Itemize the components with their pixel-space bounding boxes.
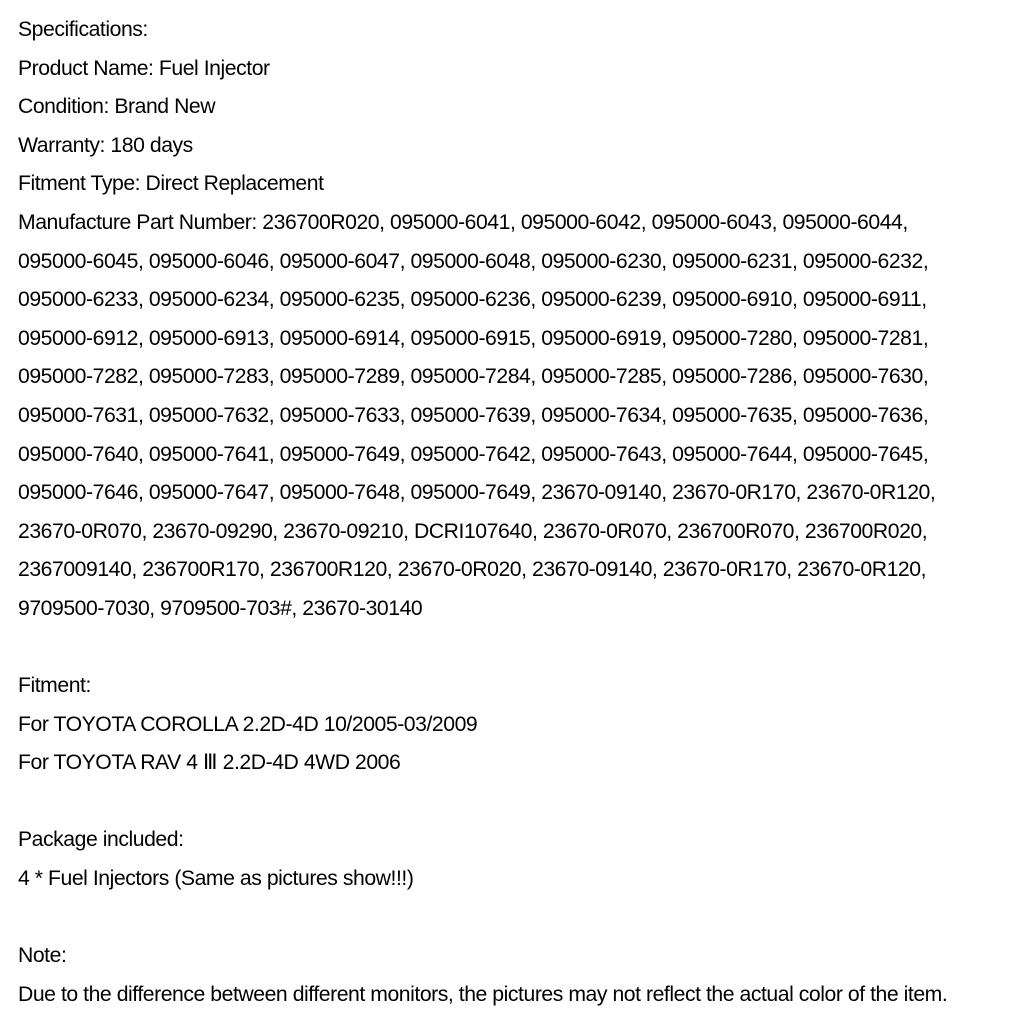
section-spacer bbox=[18, 899, 1018, 938]
part-numbers bbox=[18, 204, 1018, 629]
note-heading: Note: bbox=[18, 944, 67, 968]
fitment-item-rav4: For TOYOTA RAV 4 Ⅲ 2.2D-4D 4WD 2006 bbox=[18, 751, 401, 775]
part-numbers-line: 095000-7282, 095000-7283, 095000-7289, 095000-7284, 095000-7285, 095000-7286, 095000-7630, bbox=[18, 365, 929, 389]
fitment-heading: Fitment: bbox=[18, 674, 91, 698]
specifications-heading: Specifications: bbox=[18, 18, 148, 41]
part-numbers-line: 9709500-7030, 9709500-703#, 23670-30140 bbox=[18, 596, 423, 620]
note-content: Due to the difference between different monitors, the pictures may not reflect the actual color of the item. bbox=[18, 982, 948, 1006]
part-numbers-line: 095000-6045, 095000-6046, 095000-6047, 095000-6048, 095000-6230, 095000-6231, 095000-6232, bbox=[18, 249, 929, 273]
part-numbers-line: Manufacture Part Number: 236700R020, 095000-6041, 095000-6042, 095000-6043, 095000-6044, bbox=[18, 210, 908, 234]
product-name: Product Name: Fuel Injector bbox=[18, 56, 270, 80]
part-numbers-line: 095000-7631, 095000-7632, 095000-7633, 095000-7639, 095000-7634, 095000-7635, 095000-7636, bbox=[18, 403, 929, 427]
package-heading: Package included: bbox=[18, 828, 184, 852]
part-numbers-line: 095000-7646, 095000-7647, 095000-7648, 095000-7649, 23670-09140, 23670-0R170, 23670-0R120, bbox=[18, 481, 936, 505]
part-numbers-line: 2367009140, 236700R170, 236700R120, 23670-0R020, 23670-09140, 23670-0R170, 23670-0R120, bbox=[18, 558, 927, 582]
section-spacer bbox=[18, 629, 1018, 668]
part-numbers-line: 23670-0R070, 23670-09290, 23670-09210, DCRI107640, 23670-0R070, 236700R070, 236700R020, bbox=[18, 519, 928, 543]
fitment-item-corolla: For TOYOTA COROLLA 2.2D-4D 10/2005-03/2009 bbox=[18, 712, 478, 736]
product-description bbox=[18, 11, 1018, 1014]
part-numbers-line: 095000-7640, 095000-7641, 095000-7649, 095000-7642, 095000-7643, 095000-7644, 095000-7645, bbox=[18, 442, 929, 466]
condition: Condition: Brand New bbox=[18, 95, 216, 119]
warranty: Warranty: 180 days bbox=[18, 133, 193, 157]
package-content: 4 * Fuel Injectors (Same as pictures show!!!) bbox=[18, 867, 414, 891]
section-spacer bbox=[18, 783, 1018, 822]
part-numbers-line: 095000-6912, 095000-6913, 095000-6914, 095000-6915, 095000-6919, 095000-7280, 095000-7281, bbox=[18, 326, 929, 350]
fitment-type: Fitment Type: Direct Replacement bbox=[18, 172, 324, 196]
part-numbers-line: 095000-6233, 095000-6234, 095000-6235, 095000-6236, 095000-6239, 095000-6910, 095000-6911, bbox=[18, 288, 927, 312]
